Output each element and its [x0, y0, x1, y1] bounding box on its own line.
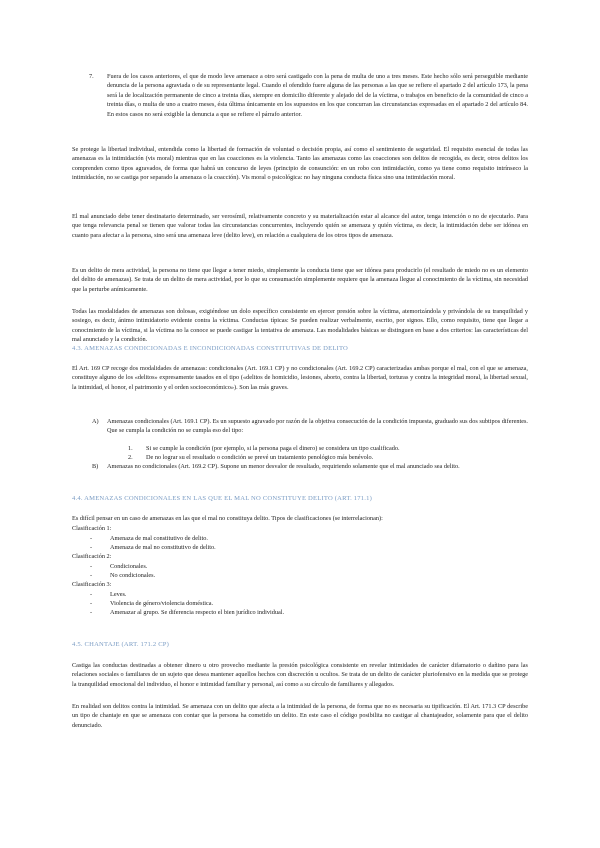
list-dash: -	[90, 563, 93, 570]
list-item: Amenaza de mal no constitutivo de delito.	[110, 544, 216, 551]
section-4-4-intro: Es difícil pensar en un caso de amenazas en las que el mal no constituya delito. Tipos de clasificaciones (se interrelacionan):	[72, 515, 383, 522]
paragraph-mal-anunciado: El mal anunciado debe tener destinatario determinado, ser verosímil, relativamente concreto y su materialización estar al alcance del autor, tenga intención o no de ejecutarlo. Para que tenga relevancia penal se tienen que valorar todas las circunstancias concurrentes, incluyendo quién se amenaza y quién víctima, es decir, la intimidación debe ser idónea en cuanto para afectar a la persona, sino será una amenaza leve (delito leve), en relación a cualquiera de los otros tipos de amenaza.	[72, 213, 528, 239]
subitem-1-number: 1.	[128, 445, 133, 452]
list-item: No condicionales.	[110, 572, 156, 579]
list-dash: -	[90, 572, 93, 579]
list-item: Violencia de género/violencia doméstica.	[110, 600, 214, 607]
section-4-5-paragraph-2: En realidad son delitos contra la intimidad. Se amenaza con un delito que afecta a la intimidad de la persona, de forma que no es necesaria su tipificación. El Art. 171.3 CP describe un tipo de chantaje en que se amenaza con contar que la persona ha cometido un delito. En este caso el código posibilita no castigar al chantajeador, solamente para que el delito denunciado.	[72, 703, 528, 729]
section-4-3-heading: 4.3. AMENAZAS CONDICIONADAS E INCONDICIONADAS CONSTITUTIVAS DE DELITO	[72, 345, 349, 352]
paragraph-protection: Se protege la libertad individual, entendida como la libertad de formación de voluntad o decisión propia, así como el sentimiento de seguridad. El requisito esencial de todas las amenazas es la intimidación (vis moral) mientras que en las coacciones es la violencia. Tanto las amenazas como las coacciones son delitos de recogida, es decir, otros delitos los comprenden como tipos agravados, de forma que habrá un concurso de leyes (principio de consunción: en un robo con intimidación, como ya tiene como requisito intrínseco la intimidación, no se castiga por separado la amenaza o la coacción). Vis moral o psicológica: no hay ninguna conducta física sino una intimidación moral.	[72, 146, 528, 182]
paragraph-mera-actividad: Es un delito de mera actividad, la persona no tiene que llegar a tener miedo, simplemente la conducta tiene que ser idónea para producirlo (el resultado de miedo no es un elemento del delito de amenazas). Se trata de un delito de mera actividad, por lo que su consumación simplemente requiere que la amenaza llegue al conocimiento de la víctima, sin necesidad que la perturbe anímicamente.	[72, 267, 528, 293]
list-item: Amenaza de mal constitutivo de delito.	[110, 535, 208, 542]
item-b-text: Amenazas no condicionales (Art. 169.2 CP). Supone un menor desvalor de resultado, requiriendo solamente que el mal anunciado sea delito.	[107, 463, 460, 470]
section-4-3-intro: El Art. 169 CP recoge dos modalidades de amenazas: condicionales (Art. 169.1 CP) y no condicionales (Art. 169.2 CP) caracterizadas ambas porque el mal, con el que se amenaza, constituye alguno de los «delitos» expresamente tasados en el tipo («delitos de homicidio, lesiones, aborto, contra la libertad, torturas y contra la integridad moral, la libertad sexual, la intimidad, el honor, el patrimonio y el orden socioeconómico»). Son las más graves.	[72, 365, 528, 391]
list-dash: -	[90, 600, 93, 607]
subitem-1-text: Si se cumple la condición (por ejemplo, si la persona paga el dinero) se considera un tipo cualificado.	[146, 445, 400, 452]
item-7-number: 7.	[89, 73, 94, 80]
classification-1-title: Clasificación 1:	[72, 525, 112, 532]
list-item: Condicionales.	[110, 563, 148, 570]
list-dash: -	[90, 544, 93, 551]
item-b-label: B)	[92, 463, 99, 470]
section-4-5-heading: 4.5. CHANTAJE (ART. 171.2 CP)	[72, 641, 170, 648]
list-item: Amenazar al grupo. Se diferencia respecto el bien jurídico individual.	[110, 609, 285, 616]
item-7-text: Fuera de los casos anteriores, el que de modo leve amenace a otro será castigado con la pena de multa de uno a tres meses. Este hecho sólo será perseguible mediante denuncia de la persona agraviada o de su representante legal. Cuando el ofendido fuere alguna de las personas a las que se refiere el apartado 2 del artículo 173, la pena será la de localización permanente de cinco a treinta días, siempre en domicilio diferente y alejado del de la víctima, o trabajos en beneficio de la comunidad de cinco a treinta días, o multa de uno a cuatro meses, ésta última únicamente en los supuestos en los que concurran las circunstancias expresadas en el apartado 2 del artículo 84. En estos casos no será exigible la denuncia a que se refiere el párrafo anterior.	[107, 73, 528, 118]
list-dash: -	[90, 591, 93, 598]
item-a-label: A)	[92, 418, 99, 425]
list-dash: -	[90, 535, 93, 542]
section-4-5-paragraph-1: Castiga las conductas destinadas a obtener dinero u otro provecho mediante la presión psicológica consistente en revelar intimidades de carácter difamatorio o dañino para las relaciones sociales o familiares de un sujeto que desea mantener aquellos hechos con discreción u ocultos. Se trata de un delito de carácter pluriofensivo en la medida que se protege la tranquilidad emocional del individuo, el honor e intimidad familiar y personal, así como a su círculo de familiares y allegados.	[72, 662, 528, 688]
classification-2-title: Clasificación 2:	[72, 553, 112, 560]
classification-3-title: Clasificación 3:	[72, 581, 112, 588]
list-item: Leves.	[110, 591, 127, 598]
section-4-4-heading: 4.4. AMENAZAS CONDICIONALES EN LAS QUE EL MAL NO CONSTITUYE DELITO (ART. 171.1)	[72, 495, 373, 502]
subitem-2-number: 2.	[128, 454, 133, 461]
list-dash: -	[90, 609, 93, 616]
item-a-text: Amenazas condicionales (Art. 169.1 CP). Es un supuesto agravado por razón de la objetiva consecución de la condición impuesta, graduado sus dos subtipos diferentes. Que se cumpla la condición no se cumpla eso del tipo:	[107, 418, 528, 435]
paragraph-modalidades: Todas las modalidades de amenazas son dolosas, exigiéndose un dolo específico consistente en ejercer presión sobre la víctima, atemorizándola y privándola de su tranquilidad y sosiego, es decir, ánimo intimidatorio evidente contra la víctima. Conductas típicas: Se pueden realizar verbalmente, escrito, por signos. Ello, como requisito, tiene que llegar a conocimiento de la víctima, si la víctima no la conoce se puede castigar la tentativa de amenaza. Las modalidades básicas se distinguen en base a dos criterios: las características del mal anunciado y la condición.	[72, 308, 528, 344]
subitem-2-text: De no lograr su el resultado o condición se prevé un tratamiento penológico más benévolo.	[146, 454, 374, 461]
